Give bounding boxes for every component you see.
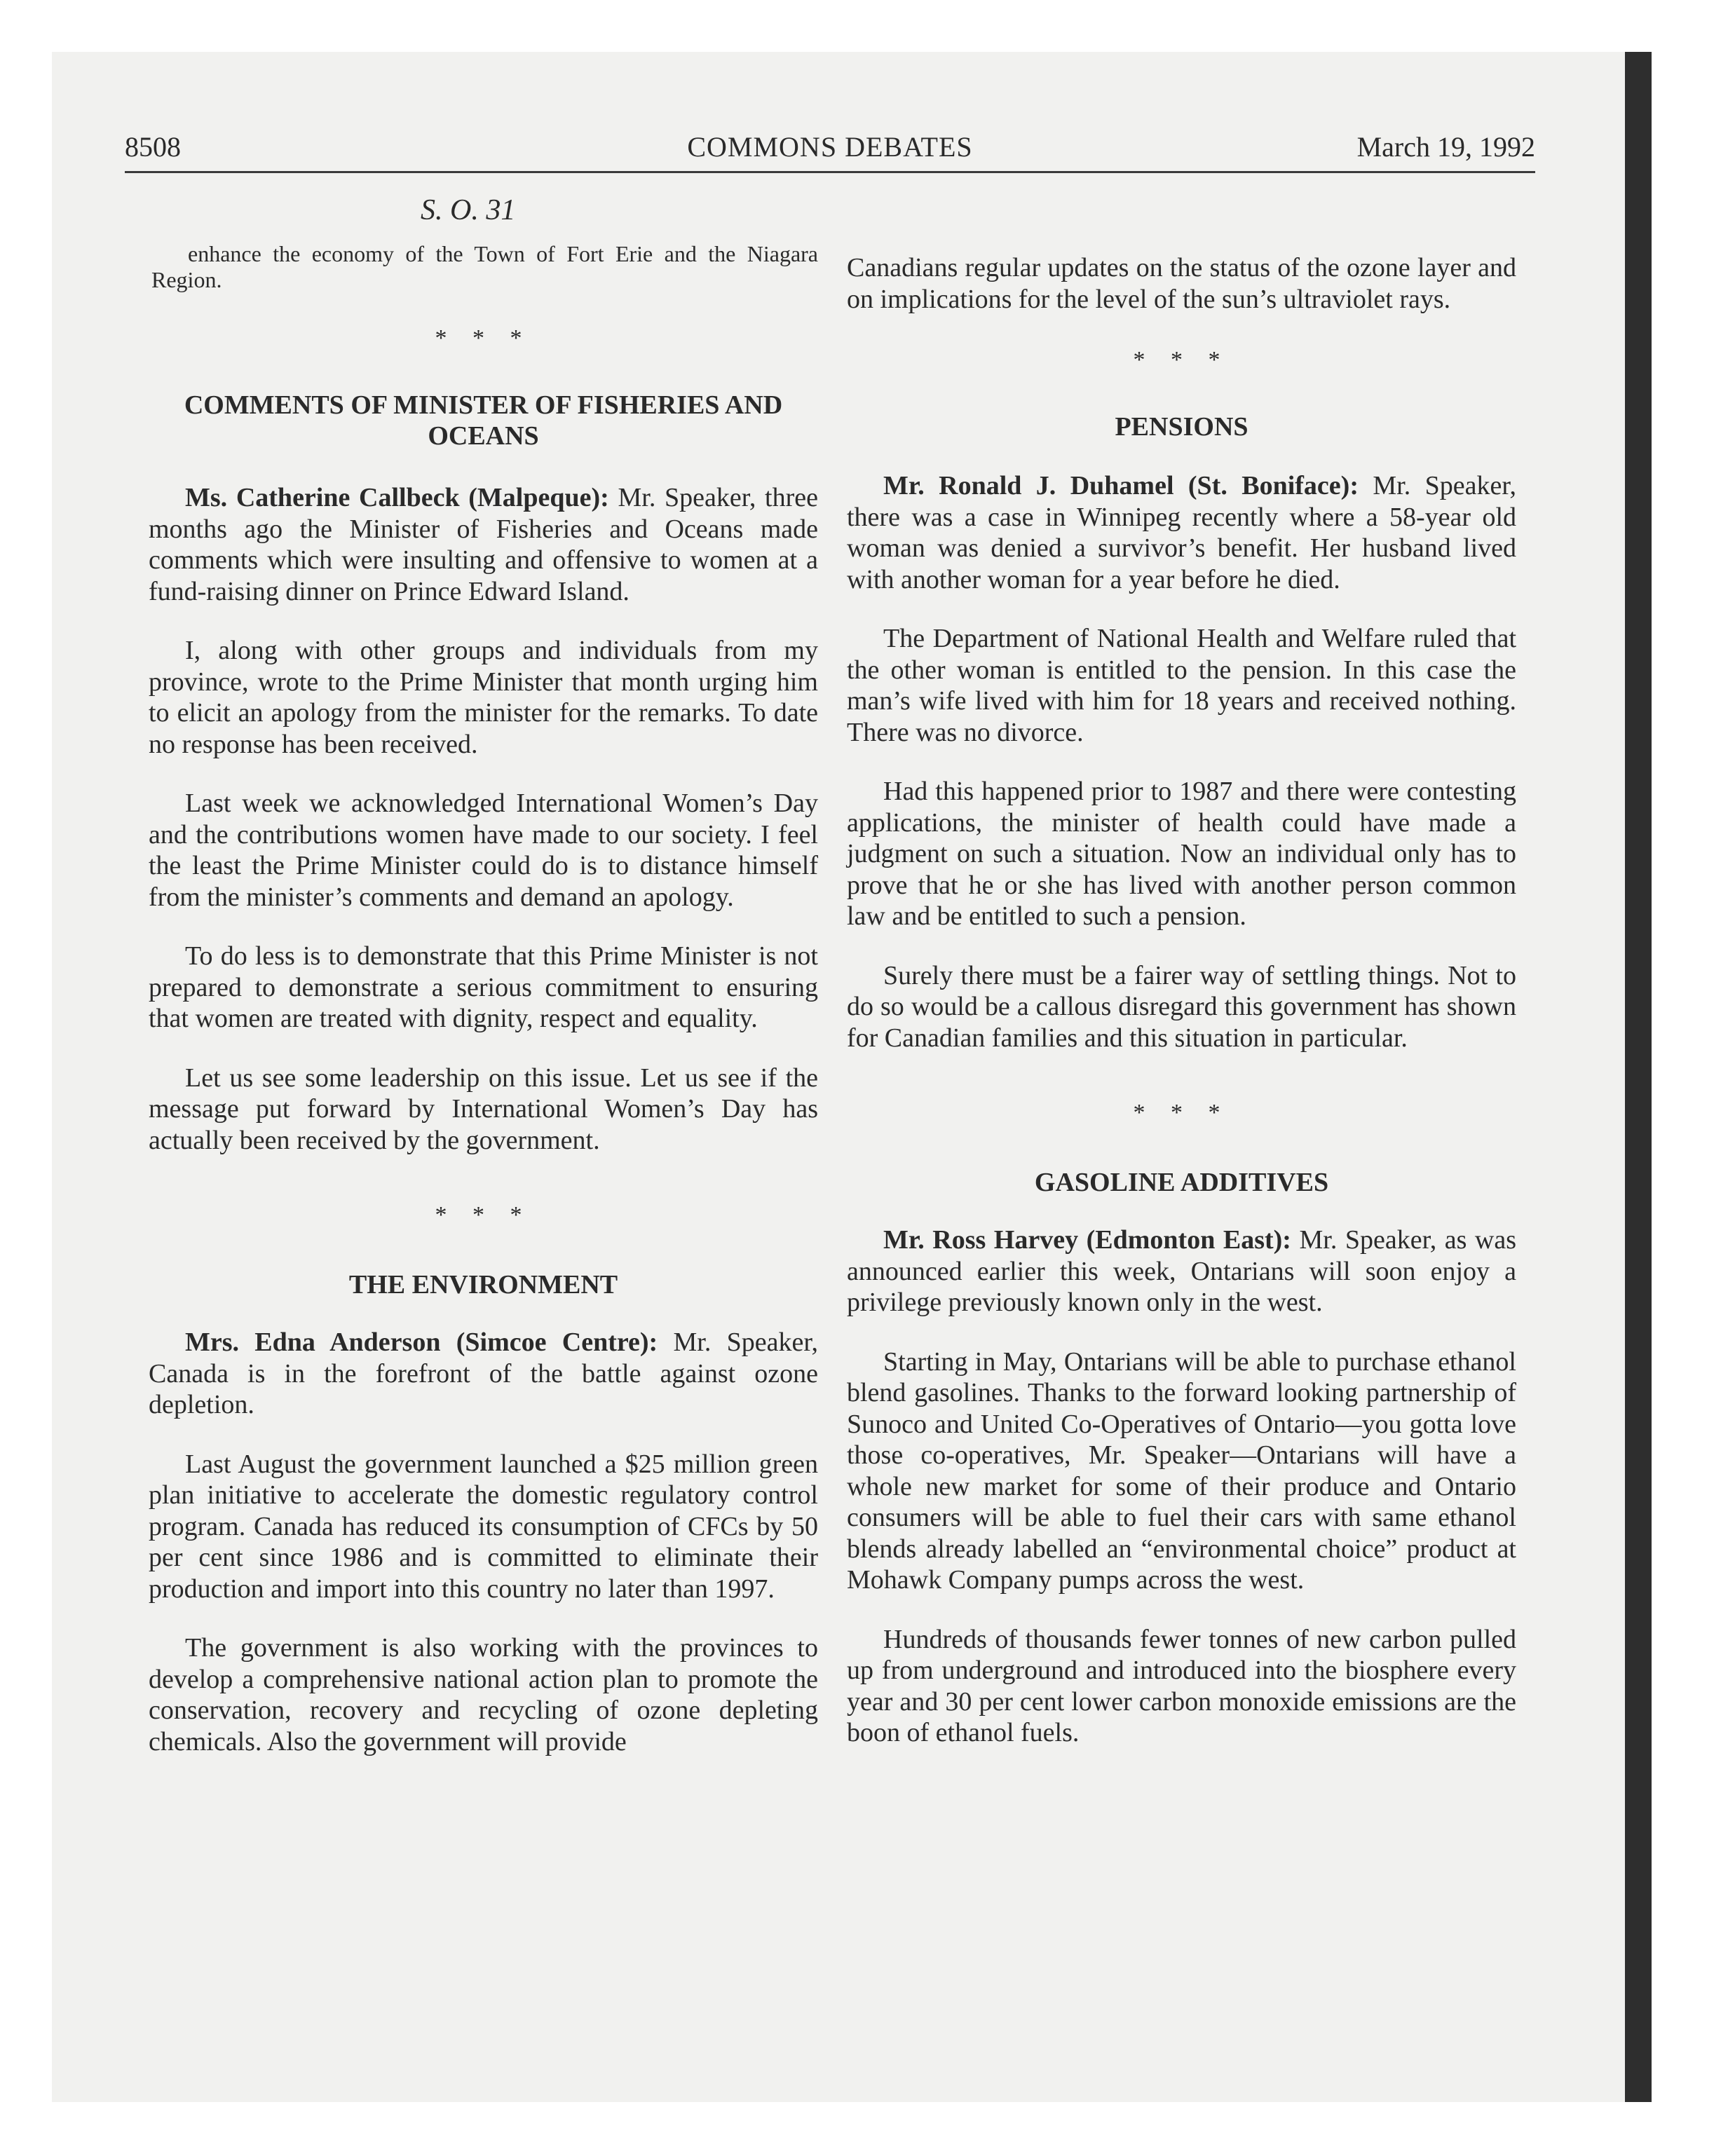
speech-text: Mr. Speaker, three months ago the Minister of Fisheries and Oceans made comments which were insulting and offensive to women at a fund-raising dinner on Prince Edward Island.	[149, 483, 818, 606]
speech-paragraph	[149, 482, 818, 607]
section-separator: * * *	[1133, 1100, 1230, 1126]
binding-shadow	[1625, 52, 1652, 2102]
speech-text: Mr. Speaker, as was announced earlier this week, Ontarians will soon enjoy a privilege previously known only in the west.	[847, 1225, 1517, 1317]
section-heading-gasoline: GASOLINE ADDITIVES	[1034, 1168, 1329, 1197]
speech-paragraph: Let us see some leadership on this issue. Let us see if the message put forward by International Women’s Day has actually been received by the government.	[149, 1063, 818, 1155]
page-number: 8508	[125, 131, 181, 163]
section-heading-environment: THE ENVIRONMENT	[348, 1270, 618, 1299]
left-column	[149, 241, 818, 1757]
speech-paragraph: Last August the government launched a $25 million green plan initiative to accelerate the domestic regulatory control program. Canada has reduced its consumption of CFCs by 50 per cent since 1986 and is committed to eliminate their production and import into this country no later than 1997.	[149, 1449, 818, 1604]
section-separator: * * *	[435, 1202, 532, 1228]
publication-title: COMMONS DEBATES	[687, 131, 973, 163]
speech-paragraph: I, along with other groups and individuals from my province, wrote to the Prime Minister that month urging him to elicit an apology from the minister for the remarks. To date no response has been received.	[149, 636, 818, 759]
speaker-name: Mr. Ronald J. Duhamel (St. Boniface):	[883, 471, 1359, 500]
speech-paragraph	[149, 1327, 818, 1421]
publication-date: March 19, 1992	[1356, 131, 1535, 163]
section-heading-pensions: PENSIONS	[1115, 412, 1248, 442]
speech-text: Mr. Speaker, Canada is in the forefront of the battle against ozone depletion.	[149, 1328, 818, 1419]
speech-paragraph: The Department of National Health and Welfare ruled that the other woman is entitled to the pension. In this case the man’s wife lived with him for 18 years and received nothing. There was no divorce.	[847, 624, 1516, 747]
section-separator: * * *	[1133, 347, 1230, 373]
speech-paragraph: Had this happened prior to 1987 and there were contesting applications, the minister of health could have made a judgment on such a situation. Now an individual only has to prove that he or she has lived with another person common law and be entitled to such a pension.	[847, 777, 1516, 931]
speech-paragraph: Hundreds of thousands fewer tonnes of new carbon pulled up from underground and introduced into the biosphere every year and 30 per cent lower carbon monoxide emissions are the boon of ethanol fuels.	[847, 1624, 1516, 1747]
speech-paragraph	[847, 1224, 1516, 1318]
speech-text: Mr. Speaker, there was a case in Winnipeg recently where a 58-year old woman was denied a survivor’s benefit. Her husband lived with another woman for a year before he died.	[847, 471, 1516, 594]
speech-paragraph: Last week we acknowledged International Women’s Day and the contributions women have made to our society. I feel the least the Prime Minister could do is to distance himself from the minister’s comments and demand an apology.	[149, 789, 818, 912]
continuation-paragraph: enhance the economy of the Town of Fort Erie and the Niagara Region.	[151, 241, 818, 292]
speech-paragraph: Surely there must be a fairer way of settling things. Not to do so would be a callous disregard this government has shown for Canadian families and this situation in particular.	[847, 960, 1516, 1053]
speech-paragraph: Starting in May, Ontarians will be able to purchase ethanol blend gasolines. Thanks to the forward looking partnership of Sunoco and United Co-Operatives of Ontario—you gotta love those co-operatives, Mr. Speaker—Ontarians will have a whole new market for some of their produce and Ontario consumers will be able to fuel their cars with same ethanol blends already labelled an “environmental choice” product at Mohawk Company pumps across the west.	[847, 1346, 1516, 1595]
section-heading-fisheries: COMMENTS OF MINISTER OF FISHERIES AND OCEANS	[184, 390, 783, 451]
speech-paragraph: To do less is to demonstrate that this Prime Minister is not prepared to demonstrate a serious commitment to ensuring that women are treated with dignity, respect and equality.	[149, 941, 818, 1033]
right-column	[847, 252, 1516, 1749]
speaker-name: Ms. Catherine Callbeck (Malpeque):	[185, 483, 609, 512]
speaker-name: Mr. Ross Harvey (Edmonton East):	[883, 1225, 1291, 1255]
continuation-paragraph: Canadians regular updates on the status of the ozone layer and on implications for the level of the sun’s ultraviolet rays.	[847, 253, 1516, 314]
speech-paragraph: The government is also working with the provinces to develop a comprehensive national action plan to promote the conservation, recovery and recycling of ozone depleting chemicals. Also the government will provide	[149, 1633, 818, 1756]
speech-paragraph	[847, 470, 1516, 595]
section-separator: * * *	[435, 325, 532, 351]
speaker-name: Mrs. Edna Anderson (Simcoe Centre):	[185, 1328, 658, 1357]
standing-order-label: S. O. 31	[421, 194, 516, 226]
page-header	[125, 126, 1535, 173]
